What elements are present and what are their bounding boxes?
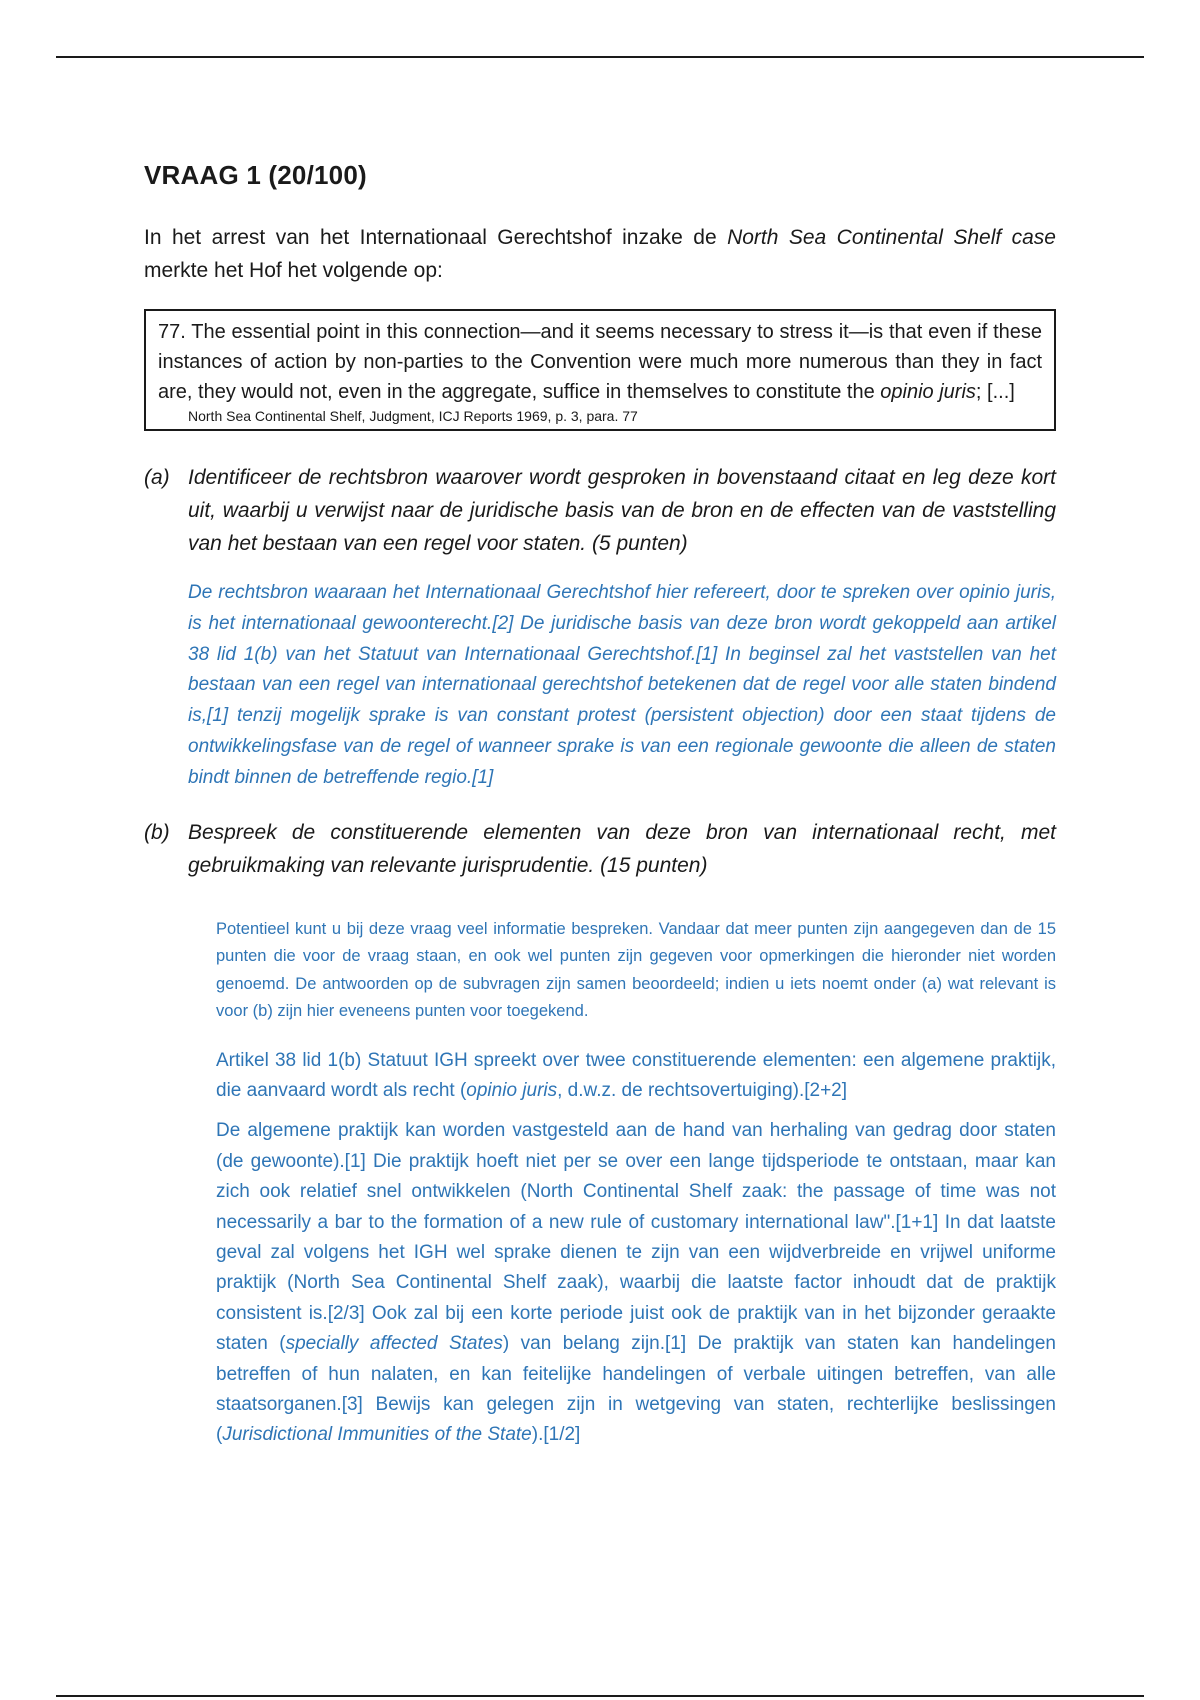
answer-b-term-immunities: Jurisdictional Immunities of the State	[222, 1424, 532, 1446]
question-a	[144, 461, 1056, 560]
question-a-label: (a)	[144, 466, 170, 489]
intro-text-2: merkte het Hof het volgende op:	[144, 259, 443, 282]
question-a-text: Identificeer de rechtsbron waarover wordt gesproken in bovenstaand citaat en leg deze kort uit, waarbij u verwijst naar de juridische basis van de bron en de effecten van de vaststelling van het bestaan van een regel voor staten. (5 punten)	[188, 466, 1056, 555]
header-rule	[56, 56, 1144, 58]
answer-b-paragraph-2: De algemene praktijk kan worden vastgesteld aan de hand van herhaling van gedrag door staten (de gewoonte).[1] Die praktijk hoeft niet per se over een lange tijdsperiode te ontstaan, maar kan zich ook relatief snel ontwikkelen (North Continental Shelf zaak: the passage of time was not necessarily a bar to the formation of a new rule of customary international law".[1+1] In dat laatste geval zal volgens het IGH wel sprake dienen te zijn van een wijdverbreide en vrijwel uniforme praktijk (North Sea Continental Shelf zaak), waarbij die laatste factor inhoudt dat de praktijk consistent is.[2/3] Ook zal bij een korte periode juist ook de praktijk van in het bijzonder geraakte staten (specially affected States) van belang zijn.[1] De praktijk van staten kan handelingen betreffen of hun nalaten, en kan feitelijke handelingen of verbale uitingen betreffen, van alle staatsorganen.[3] Bewijs kan gelegen zijn in wetgeving van staten, rechterlijke beslissingen (Jurisdictional Immunities of the State).[1/2]	[216, 1120, 1056, 1446]
grading-note: Potentieel kunt u bij deze vraag veel informatie bespreken. Vandaar dat meer punten zijn aangegeven dan de 15 punten die voor de vraag staan, en ook wel punten zijn gegeven voor opmerkingen die hieronder niet worden genoemd. De antwoorden op de subvragen zijn samen beoordeeld; indien u iets noemt onder (a) wat relevant is voor (b) zijn hier eveneens punten voor toegekend.	[216, 919, 1056, 1021]
intro-text-1: In het arrest van het Internationaal Gerechtshof inzake de	[144, 226, 728, 249]
question-b-label: (b)	[144, 820, 170, 844]
answer-b-term: opinio juris	[466, 1079, 558, 1101]
quote-term: opinio juris	[880, 381, 976, 403]
footer-rule	[56, 1695, 1144, 1697]
intro-paragraph	[144, 221, 1056, 287]
answer-b	[216, 916, 1056, 1451]
quote-text: 77. The essential point in this connection—and it seems necessary to stress it—is that even if these instances of action by non-parties to the Convention were much more numerous than they in fact are, they would not, even in the aggregate, suffice in themselves to constitute the opinio juris; [...]	[158, 321, 1042, 403]
answer-b-paragraph-1: Artikel 38 lid 1(b) Statuut IGH spreekt over twee constituerende elementen: een algemene praktijk, die aanvaard wordt als recht (opinio juris, d.w.z. de rechtsovertuiging).[2+2]	[216, 1049, 1056, 1101]
quote-box	[144, 309, 1056, 431]
answer-b-term-affected-states: specially affected States	[285, 1333, 503, 1355]
answer-a: De rechtsbron waaraan het Internationaal Gerechtshof hier refereert, door te spreken over opinio juris, is het internationaal gewoonterecht.[2] De juridische basis van deze bron wordt gekoppeld aan artikel 38 lid 1(b) van het Statuut van Internationaal Gerechtshof.[1] In beginsel zal het vaststellen van het bestaan van een regel van internationaal gerechtshof betekenen dat de regel voor alle staten bindend is,[1] tenzij mogelijk sprake is van constant protest (persistent objection) door een staat tijdens de ontwikkelingsfase van de regel of wanneer sprake is van een regionale gewoonte die alleen de staten bindt binnen de betreffende regio.[1]	[188, 582, 1056, 788]
question-heading: VRAAG 1 (20/100)	[144, 160, 367, 190]
question-b	[144, 816, 1056, 882]
document-page	[144, 160, 1056, 1451]
quote-citation: North Sea Continental Shelf, Judgment, ICJ Reports 1969, p. 3, para. 77	[188, 408, 638, 424]
case-name: North Sea Continental Shelf case	[727, 226, 1056, 249]
question-b-text: Bespreek de constituerende elementen van deze bron van internationaal recht, met gebruikmaking van relevante jurisprudentie. (15 punten)	[188, 820, 1056, 877]
